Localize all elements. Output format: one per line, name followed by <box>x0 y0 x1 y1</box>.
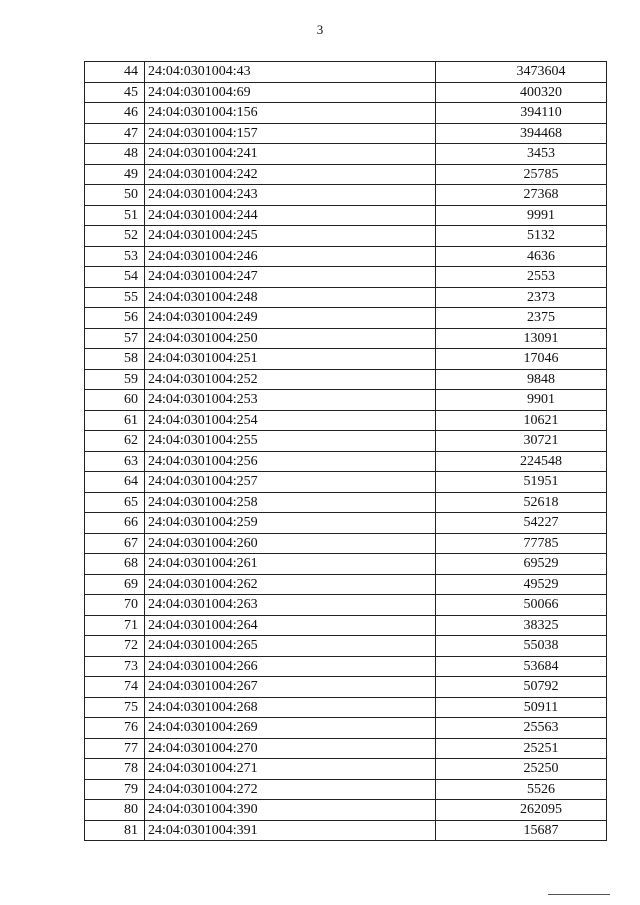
row-number: 57 <box>85 328 145 349</box>
area-value: 9901 <box>436 390 607 411</box>
table-row <box>85 513 607 534</box>
cadastral-number: 24:04:0301004:248 <box>145 287 436 308</box>
row-number: 74 <box>85 677 145 698</box>
row-number: 79 <box>85 779 145 800</box>
area-value: 51951 <box>436 472 607 493</box>
area-value: 3453 <box>436 144 607 165</box>
area-value: 25250 <box>436 759 607 780</box>
table-row <box>85 636 607 657</box>
table-row <box>85 164 607 185</box>
table-row <box>85 677 607 698</box>
area-value: 2375 <box>436 308 607 329</box>
row-number: 65 <box>85 492 145 513</box>
table-row <box>85 144 607 165</box>
row-number: 45 <box>85 82 145 103</box>
row-number: 46 <box>85 103 145 124</box>
area-value: 13091 <box>436 328 607 349</box>
table-row <box>85 533 607 554</box>
row-number: 68 <box>85 554 145 575</box>
area-value: 27368 <box>436 185 607 206</box>
cadastral-number: 24:04:0301004:261 <box>145 554 436 575</box>
area-value: 77785 <box>436 533 607 554</box>
parcel-table-body <box>85 62 607 841</box>
cadastral-number: 24:04:0301004:391 <box>145 820 436 841</box>
area-value: 50792 <box>436 677 607 698</box>
cadastral-number: 24:04:0301004:246 <box>145 246 436 267</box>
table-row <box>85 718 607 739</box>
row-number: 80 <box>85 800 145 821</box>
row-number: 64 <box>85 472 145 493</box>
table-row <box>85 103 607 124</box>
cadastral-number: 24:04:0301004:249 <box>145 308 436 329</box>
row-number: 55 <box>85 287 145 308</box>
table-row <box>85 349 607 370</box>
cadastral-number: 24:04:0301004:241 <box>145 144 436 165</box>
cadastral-number: 24:04:0301004:256 <box>145 451 436 472</box>
area-value: 49529 <box>436 574 607 595</box>
table-row <box>85 738 607 759</box>
row-number: 76 <box>85 718 145 739</box>
table-row <box>85 779 607 800</box>
row-number: 69 <box>85 574 145 595</box>
area-value: 5132 <box>436 226 607 247</box>
table-row <box>85 574 607 595</box>
cadastral-number: 24:04:0301004:271 <box>145 759 436 780</box>
row-number: 67 <box>85 533 145 554</box>
cadastral-number: 24:04:0301004:264 <box>145 615 436 636</box>
area-value: 50066 <box>436 595 607 616</box>
row-number: 52 <box>85 226 145 247</box>
footer-rule <box>548 894 610 895</box>
row-number: 49 <box>85 164 145 185</box>
area-value: 10621 <box>436 410 607 431</box>
cadastral-number: 24:04:0301004:263 <box>145 595 436 616</box>
cadastral-number: 24:04:0301004:250 <box>145 328 436 349</box>
cadastral-number: 24:04:0301004:156 <box>145 103 436 124</box>
table-row <box>85 62 607 83</box>
area-value: 53684 <box>436 656 607 677</box>
cadastral-number: 24:04:0301004:244 <box>145 205 436 226</box>
cadastral-number: 24:04:0301004:259 <box>145 513 436 534</box>
table-row <box>85 656 607 677</box>
row-number: 44 <box>85 62 145 83</box>
area-value: 25785 <box>436 164 607 185</box>
cadastral-number: 24:04:0301004:270 <box>145 738 436 759</box>
parcel-table <box>84 61 607 841</box>
area-value: 52618 <box>436 492 607 513</box>
area-value: 9848 <box>436 369 607 390</box>
area-value: 2373 <box>436 287 607 308</box>
cadastral-number: 24:04:0301004:272 <box>145 779 436 800</box>
table-row <box>85 800 607 821</box>
row-number: 48 <box>85 144 145 165</box>
row-number: 47 <box>85 123 145 144</box>
row-number: 75 <box>85 697 145 718</box>
cadastral-number: 24:04:0301004:265 <box>145 636 436 657</box>
table-row <box>85 123 607 144</box>
row-number: 62 <box>85 431 145 452</box>
area-value: 224548 <box>436 451 607 472</box>
cadastral-number: 24:04:0301004:252 <box>145 369 436 390</box>
row-number: 71 <box>85 615 145 636</box>
row-number: 66 <box>85 513 145 534</box>
table-row <box>85 759 607 780</box>
row-number: 78 <box>85 759 145 780</box>
area-value: 262095 <box>436 800 607 821</box>
table-row <box>85 82 607 103</box>
page-number: 3 <box>316 22 324 37</box>
table-row <box>85 697 607 718</box>
table-row <box>85 369 607 390</box>
cadastral-number: 24:04:0301004:247 <box>145 267 436 288</box>
area-value: 50911 <box>436 697 607 718</box>
area-value: 25563 <box>436 718 607 739</box>
area-value: 54227 <box>436 513 607 534</box>
row-number: 54 <box>85 267 145 288</box>
table-row <box>85 410 607 431</box>
area-value: 25251 <box>436 738 607 759</box>
cadastral-number: 24:04:0301004:257 <box>145 472 436 493</box>
row-number: 81 <box>85 820 145 841</box>
row-number: 73 <box>85 656 145 677</box>
area-value: 4636 <box>436 246 607 267</box>
table-row <box>85 820 607 841</box>
table-row <box>85 328 607 349</box>
table-row <box>85 287 607 308</box>
area-value: 30721 <box>436 431 607 452</box>
row-number: 77 <box>85 738 145 759</box>
table-row <box>85 492 607 513</box>
table-row <box>85 246 607 267</box>
area-value: 15687 <box>436 820 607 841</box>
cadastral-number: 24:04:0301004:260 <box>145 533 436 554</box>
cadastral-number: 24:04:0301004:251 <box>145 349 436 370</box>
cadastral-number: 24:04:0301004:253 <box>145 390 436 411</box>
cadastral-number: 24:04:0301004:255 <box>145 431 436 452</box>
table-row <box>85 226 607 247</box>
area-value: 9991 <box>436 205 607 226</box>
cadastral-number: 24:04:0301004:268 <box>145 697 436 718</box>
table-row <box>85 308 607 329</box>
row-number: 61 <box>85 410 145 431</box>
row-number: 72 <box>85 636 145 657</box>
row-number: 53 <box>85 246 145 267</box>
area-value: 394468 <box>436 123 607 144</box>
row-number: 59 <box>85 369 145 390</box>
table-row <box>85 390 607 411</box>
table-row <box>85 431 607 452</box>
row-number: 63 <box>85 451 145 472</box>
area-value: 17046 <box>436 349 607 370</box>
area-value: 55038 <box>436 636 607 657</box>
cadastral-number: 24:04:0301004:266 <box>145 656 436 677</box>
area-value: 400320 <box>436 82 607 103</box>
cadastral-number: 24:04:0301004:258 <box>145 492 436 513</box>
row-number: 50 <box>85 185 145 206</box>
area-value: 3473604 <box>436 62 607 83</box>
area-value: 2553 <box>436 267 607 288</box>
table-row <box>85 267 607 288</box>
cadastral-number: 24:04:0301004:69 <box>145 82 436 103</box>
row-number: 56 <box>85 308 145 329</box>
area-value: 5526 <box>436 779 607 800</box>
row-number: 51 <box>85 205 145 226</box>
table-row <box>85 595 607 616</box>
cadastral-number: 24:04:0301004:390 <box>145 800 436 821</box>
table-row <box>85 554 607 575</box>
row-number: 70 <box>85 595 145 616</box>
cadastral-number: 24:04:0301004:157 <box>145 123 436 144</box>
table-row <box>85 472 607 493</box>
area-value: 394110 <box>436 103 607 124</box>
row-number: 58 <box>85 349 145 370</box>
row-number: 60 <box>85 390 145 411</box>
cadastral-number: 24:04:0301004:254 <box>145 410 436 431</box>
cadastral-number: 24:04:0301004:262 <box>145 574 436 595</box>
area-value: 69529 <box>436 554 607 575</box>
cadastral-number: 24:04:0301004:245 <box>145 226 436 247</box>
area-value: 38325 <box>436 615 607 636</box>
cadastral-number: 24:04:0301004:267 <box>145 677 436 698</box>
cadastral-number: 24:04:0301004:243 <box>145 185 436 206</box>
table-row <box>85 185 607 206</box>
table-row <box>85 205 607 226</box>
cadastral-number: 24:04:0301004:242 <box>145 164 436 185</box>
cadastral-number: 24:04:0301004:43 <box>145 62 436 83</box>
cadastral-number: 24:04:0301004:269 <box>145 718 436 739</box>
table-row <box>85 451 607 472</box>
table-row <box>85 615 607 636</box>
